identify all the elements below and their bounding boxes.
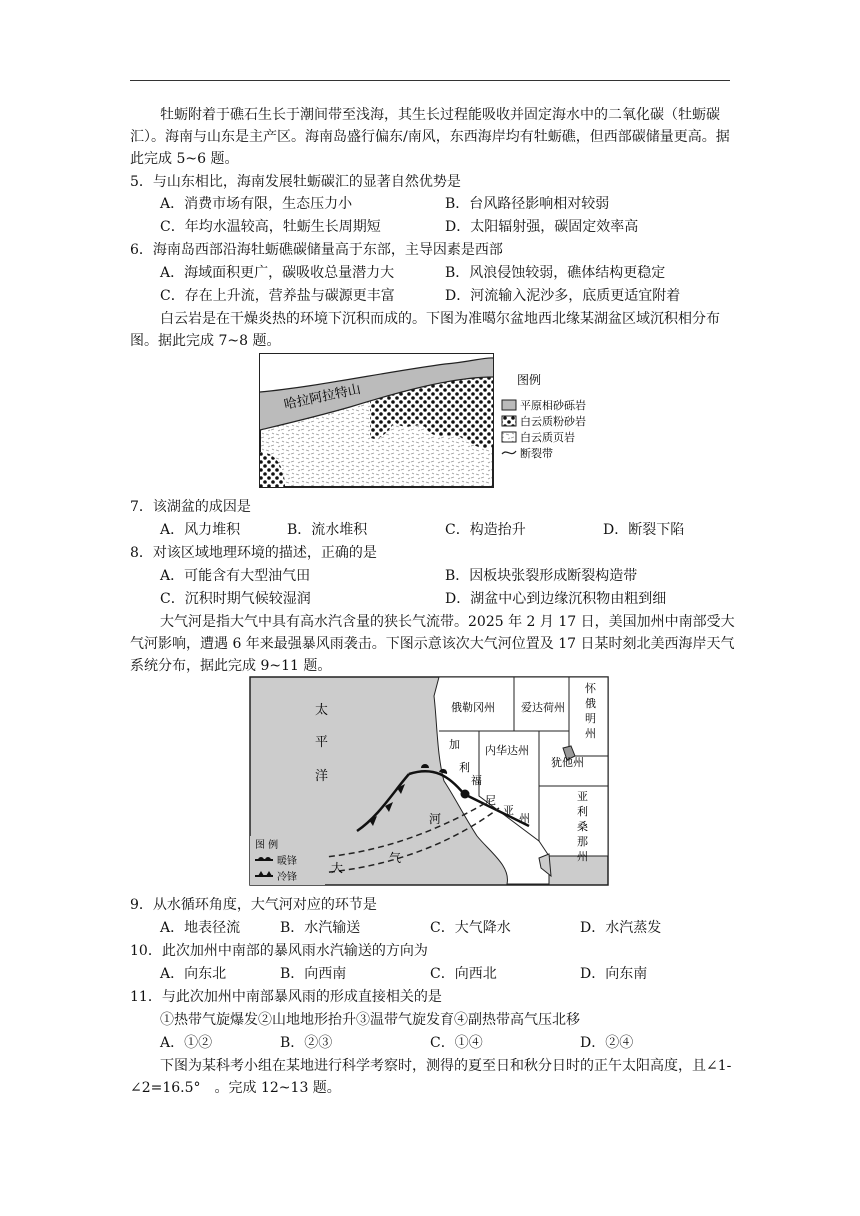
passage-atmospheric-river: 大气河是指大气中具有高水汽含量的狭长气流带。2025 年 2 月 17 日，美国加州中南部受大气河影响，遭遇 6 年来最强暴风雨袭击。下图示意该次大气河位置及 17 日某时刻北美西海岸天气系统分布，据此完成 9~11 题。 xyxy=(130,614,735,674)
legend-shale: 白云质页岩 xyxy=(520,431,575,444)
q9-option-d: D．水汽蒸发 xyxy=(580,920,662,936)
ocean-label-2: 平 xyxy=(315,735,329,750)
arizona-label-4: 那 xyxy=(577,835,588,848)
q6-option-c: C．存在上升流，营养盐与碳源更丰富 xyxy=(160,288,395,304)
q5-option-b: B．台风路径影响相对较弱 xyxy=(445,196,610,212)
q10-option-a: A．向东北 xyxy=(160,966,227,982)
low-pressure-center xyxy=(461,790,470,799)
wyoming-label-1: 怀 xyxy=(585,682,596,695)
legend-swatch-shale xyxy=(502,432,516,442)
river-label-2: 气 xyxy=(389,851,402,865)
california-label-3: 福 xyxy=(471,774,482,787)
river-label-1: 大 xyxy=(331,861,344,875)
passage-oyster: 牡蛎附着于礁石生长于潮间带至浅海，其生长过程能吸收并固定海水中的二氧化碳（牡蛎碳汇）。海南与山东是主产区。海南岛盛行偏东/南风，东西海岸均有牡蛎礁，但西部碳储量更高。据此完成 5~6 题。 xyxy=(130,107,730,167)
question-11: 11．与此次加州中南部暴风雨的形成直接相关的是 xyxy=(130,989,442,1005)
q11-option-c: C．①④ xyxy=(430,1035,483,1051)
legend-title-2: 图 例 xyxy=(255,840,279,851)
q11-option-a: A．①② xyxy=(160,1035,213,1051)
q9-option-b: B．水汽输送 xyxy=(280,920,361,936)
q10-option-c: C．向西北 xyxy=(430,966,497,982)
legend-swatch-conglomerate xyxy=(502,400,516,410)
utah-label: 犹他州 xyxy=(551,756,584,769)
q9-option-a: A．地表径流 xyxy=(160,920,241,936)
ocean-label-3: 洋 xyxy=(315,769,329,784)
wyoming-label-2: 俄 xyxy=(585,697,596,710)
arizona-label-1: 亚 xyxy=(577,790,588,803)
legend-fault: 断裂带 xyxy=(520,447,553,460)
passage-sun-altitude: 下图为某科考小组在某地进行科学考察时，测得的夏至日和秋分日时的正午太阳高度，且∠1-∠2=16.5° 。完成 12~13 题。 xyxy=(130,1058,732,1096)
q5-option-c: C．年均水温较高，牡蛎生长周期短 xyxy=(160,219,381,235)
arizona-label-2: 利 xyxy=(577,805,588,818)
ocean-label-1: 太 xyxy=(315,703,329,718)
arizona-label-3: 桑 xyxy=(577,820,588,833)
q6-option-d: D．河流输入泥沙多，底质更适宜附着 xyxy=(445,288,681,304)
q9-option-c: C．大气降水 xyxy=(430,920,511,936)
q11-option-b: B．②③ xyxy=(280,1035,333,1051)
legend-warm-label: 暖锋 xyxy=(277,856,297,867)
q8-option-a: A．可能含有大型油气田 xyxy=(160,568,311,584)
q8-option-d: D．湖盆中心到边缘沉积物由粗到细 xyxy=(445,591,667,607)
question-6: 6．海南岛西部沿海牡蛎礁碳储量高于东部，主导因素是西部 xyxy=(130,242,503,258)
nevada-label: 内华达州 xyxy=(485,744,529,757)
sedimentary-facies-map xyxy=(255,352,595,492)
california-label-6: 州 xyxy=(519,812,530,825)
q8-option-b: B．因板块张裂形成断裂构造带 xyxy=(445,568,638,584)
q8-option-c: C．沉积时期气候较湿润 xyxy=(160,591,311,607)
q6-option-b: B．风浪侵蚀较弱，礁体结构更稳定 xyxy=(445,265,666,281)
q6-option-a: A．海域面积更广，碳吸收总量潜力大 xyxy=(160,265,395,281)
california-label-1: 加 xyxy=(449,738,460,751)
legend-siltstone: 白云质粉砂岩 xyxy=(520,415,586,428)
california-label-5: 亚 xyxy=(503,804,514,817)
q7-option-d: D．断裂下陷 xyxy=(603,522,685,538)
header-rule xyxy=(130,80,730,81)
question-10: 10．此次加州中南部的暴风雨水汽输送的方向为 xyxy=(130,943,428,959)
arizona-label-5: 州 xyxy=(577,850,588,863)
legend-swatch-fault xyxy=(502,451,516,454)
q11-option-d: D．②④ xyxy=(580,1035,634,1051)
q5-option-d: D．太阳辐射强，碳固定效率高 xyxy=(445,219,639,235)
wyoming-label-4: 州 xyxy=(585,727,596,740)
legend-title: 图例 xyxy=(517,373,542,387)
q7-option-a: A．风力堆积 xyxy=(160,522,241,538)
legend-swatch-siltstone xyxy=(502,416,516,426)
idaho-label: 爱达荷州 xyxy=(521,701,565,714)
q10-option-d: D．向东南 xyxy=(580,966,648,982)
west-coast-weather-map xyxy=(249,676,609,886)
q10-option-b: B．向西南 xyxy=(280,966,347,982)
q5-option-a: A．消费市场有限，生态压力小 xyxy=(160,196,353,212)
legend-conglomerate: 平原相砂砾岩 xyxy=(520,399,586,412)
question-5: 5．与山东相比，海南发展牡蛎碳汇的显著自然优势是 xyxy=(130,174,461,190)
legend-cold-label: 冷锋 xyxy=(277,872,297,883)
q11-statements: ①热带气旋爆发②山地地形抬升③温带气旋发育④副热带高气压北移 xyxy=(160,1012,580,1028)
q7-option-c: C．构造抬升 xyxy=(445,522,526,538)
wyoming-label-3: 明 xyxy=(585,712,596,725)
california-label-4: 尼 xyxy=(485,794,496,807)
question-9: 9．从水循环角度，大气河对应的环节是 xyxy=(130,897,377,913)
question-8: 8．对该区域地理环境的描述，正确的是 xyxy=(130,545,377,561)
river-label-3: 河 xyxy=(429,812,442,826)
mountain-label: 哈拉阿拉特山 xyxy=(282,382,363,413)
q7-option-b: B．流水堆积 xyxy=(287,522,368,538)
oregon-label: 俄勒冈州 xyxy=(451,701,495,714)
question-7: 7．该湖盆的成因是 xyxy=(130,499,251,515)
california-label-2: 利 xyxy=(459,761,470,774)
passage-dolomite: 白云岩是在干燥炎热的环境下沉积而成的。下图为准噶尔盆地西北缘某湖盆区域沉积相分布图。据此完成 7~8 题。 xyxy=(130,311,720,349)
